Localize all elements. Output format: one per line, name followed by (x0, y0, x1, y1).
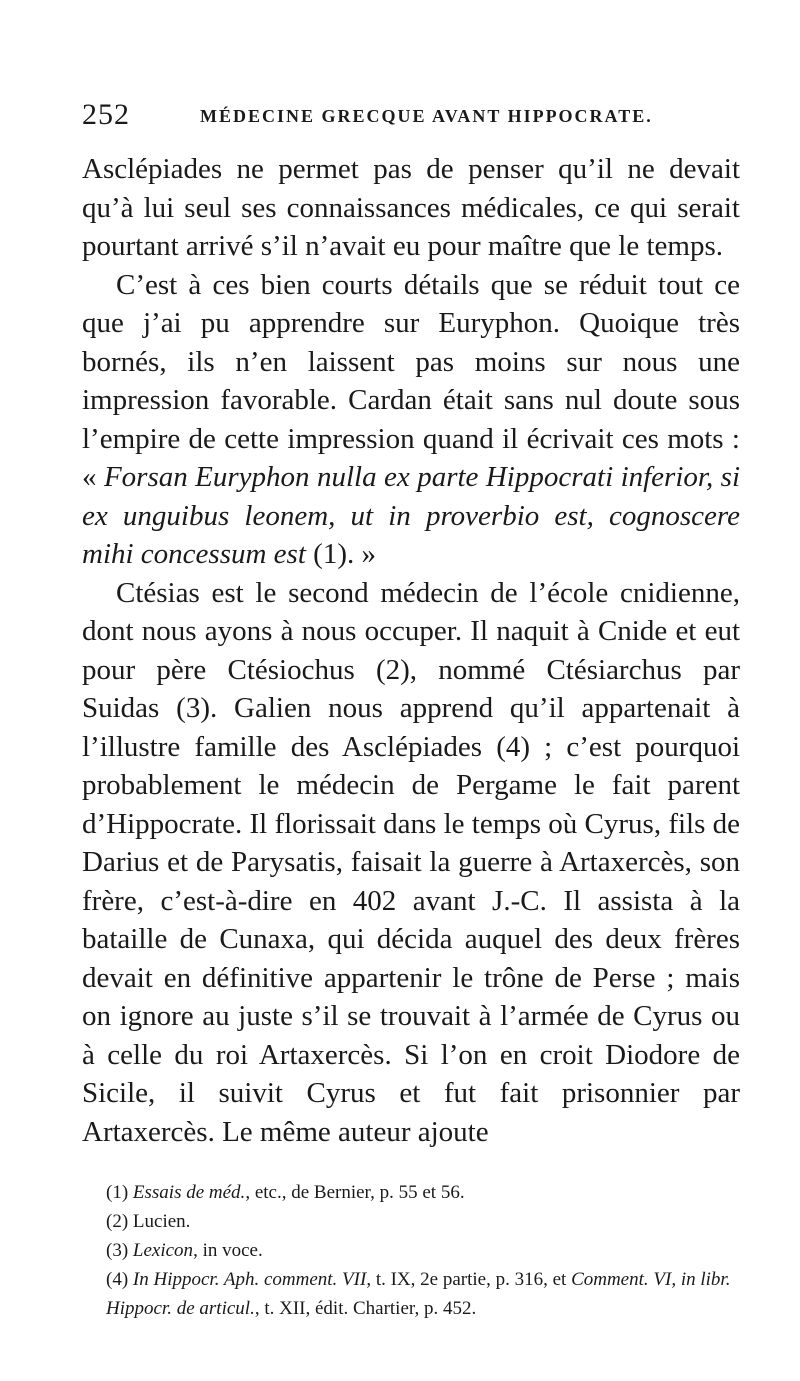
paragraph-3-d: ; c’est pourquoi probablement le médecin de Pergame le fait parent d’Hippocrate. Il florissait dans le temps où Cyrus, fils de Darius et de Parysatis, faisait la guerre à Artaxercès, son frère, c’est-à-dire en 402 avant J.-C. Il assista à la bataille de Cunaxa, qui décida auquel des deux frères devait en définitive appartenir le trône de Perse ; mais on ignore au juste s’il se trouvait à l’armée de Cyrus ou à celle du roi Artaxercès. Si l’on en croit Diodore de Sicile, il suivit Cyrus et fut fait prisonnier par Artaxercès. Le même auteur ajoute (82, 730, 741, 1148)
footnote-ref-3: (3) (176, 692, 210, 724)
footnote-italic: Lexicon (132, 1240, 194, 1261)
paragraph-3 (82, 574, 740, 1152)
footnote-text: , in voce. (193, 1240, 263, 1261)
footnote-ref-4: (4) (496, 730, 531, 763)
footnote-italic: Essais de méd. (132, 1182, 246, 1203)
footnote-text: , etc., de Bernier, p. 55 et 56. (245, 1182, 465, 1203)
footnote-marker: (1) (106, 1182, 129, 1203)
latin-quote-part-1: Forsan Euryphon nulla ex parte Hippocrati inferior (103, 461, 706, 493)
footnote-marker: (3) (106, 1240, 129, 1261)
paragraph-2-intro: C’est à ces bien courts détails que se réduit tout ce que j’ai pu apprendre sur Euryphon. Quoique très bornés, ils n’en laissent pas moins sur nous une impression favorable. Cardan était sans nul doute sous l’empire de cette impression quand il écrivait ces mots : « (82, 268, 740, 493)
paragraph-2 (82, 266, 740, 574)
footnote-text: , t. IX, 2e partie, p. 316, et (366, 1269, 572, 1290)
footnote-marker: (4) (106, 1269, 129, 1290)
footnote-2 (82, 1207, 740, 1236)
footnote-text-2: , t. XII, édit. Chartier, p. 452. (254, 1298, 477, 1319)
footnote-ref-2: (2) (375, 653, 410, 686)
paragraph-3-a: Ctésias est le second médecin de l’école cnidienne, dont nous ayons à nous occuper. Il naquit à Cnide et eut pour père Ctésiochus (82, 576, 740, 686)
paragraph-2-end: . » (346, 538, 376, 570)
page-header (82, 98, 722, 138)
footnote-ref-1: (1) (313, 538, 347, 570)
footnotes (82, 1178, 740, 1323)
footnote-italic: In Hippocr. Aph. comment. VII (132, 1269, 367, 1290)
running-head: MÉDECINE GRECQUE AVANT HIPPOCRATE. (200, 106, 653, 126)
footnote-4 (82, 1265, 740, 1323)
paragraph-1: Asclépiades ne permet pas de penser qu’il ne devait qu’à lui seul ses connaissances médicales, ce qui serait pourtant arrivé s’il n’avait eu pour maître que le temps. (82, 153, 740, 262)
main-text (82, 150, 740, 1151)
footnote-italic-2: Comment. VI, in libr. Hippocr. de articul. (106, 1269, 731, 1319)
footnote-text: Lucien. (132, 1211, 191, 1232)
footnote-1 (82, 1178, 740, 1207)
latin-quote-part-2: , si ex unguibus leonem, ut in proverbio est, cognoscere mihi concessum est (82, 461, 740, 570)
paragraph-3-b: , nommé Ctésiarchus par Suidas (82, 653, 740, 724)
page-number: 252 (82, 98, 130, 131)
footnote-3 (82, 1236, 740, 1265)
footnote-marker: (2) (106, 1211, 129, 1232)
paragraph-3-c: . Galien nous apprend qu’il appartenait à l’illustre famille des Asclépiades (82, 692, 741, 763)
